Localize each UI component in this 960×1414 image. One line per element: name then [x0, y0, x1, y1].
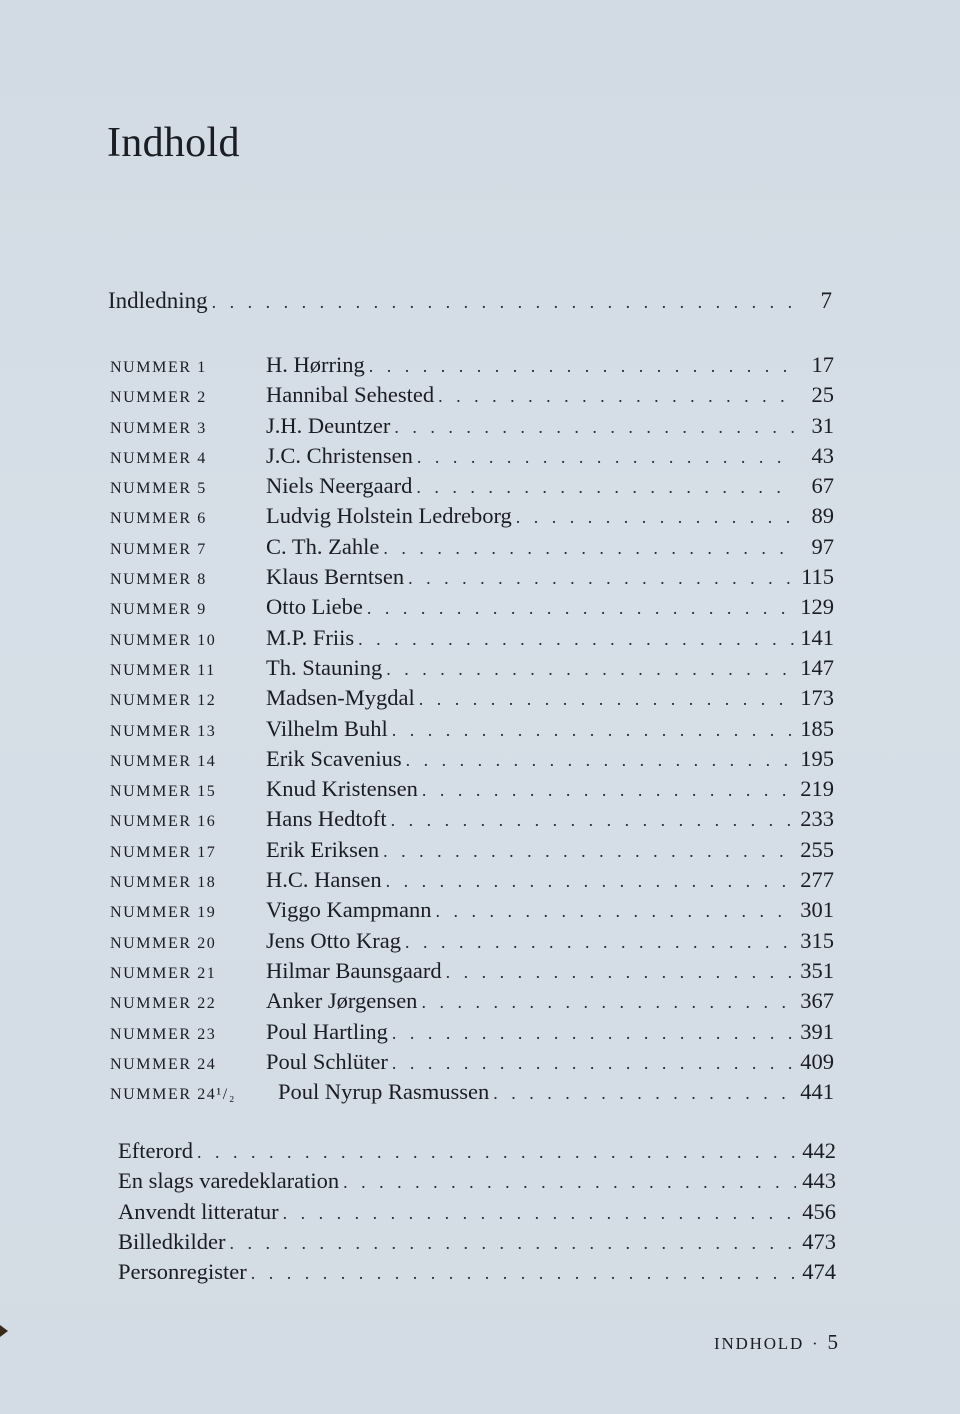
toc-row	[110, 352, 834, 382]
back-matter-label: Anvendt litteratur	[118, 1198, 279, 1224]
toc-row	[110, 534, 834, 564]
back-matter-label: Billedkilder	[118, 1228, 226, 1254]
back-matter-page-number: 473	[802, 1228, 836, 1254]
entry-name: Poul Nyrup Rasmussen	[278, 1079, 490, 1105]
toc-row	[110, 837, 834, 867]
entry-page-number: 367	[800, 988, 834, 1014]
dot-leader	[229, 1233, 796, 1254]
entry-name: Viggo Kampmann	[266, 897, 432, 923]
entry-name: Erik Scavenius	[266, 745, 402, 771]
toc-row	[110, 625, 834, 655]
dot-leader	[436, 901, 795, 922]
toc-row	[110, 958, 834, 988]
entry-number: NUMMER 5	[110, 480, 207, 498]
entry-number: NUMMER 24¹/₂	[110, 1086, 237, 1104]
toc-row	[110, 716, 834, 746]
entry-number: NUMMER 7	[110, 540, 207, 558]
toc-row	[110, 443, 834, 473]
dot-leader	[446, 962, 794, 983]
entry-name: C. Th. Zahle	[266, 533, 380, 559]
toc-row	[110, 867, 834, 897]
entry-page-number: 129	[800, 594, 834, 620]
entry-number: NUMMER 8	[110, 571, 207, 589]
dot-leader	[369, 356, 794, 377]
back-matter-label: En slags varedeklaration	[118, 1168, 340, 1194]
toc-row	[110, 564, 834, 594]
entry-page-number: 67	[811, 473, 834, 499]
entry-name: Poul Hartling	[266, 1018, 388, 1044]
dot-leader	[408, 568, 794, 589]
entry-name: Madsen-Mygdal	[266, 685, 415, 711]
entry-name: H.C. Hansen	[266, 867, 382, 893]
toc-row	[110, 806, 834, 836]
toc-row	[110, 685, 834, 715]
entry-page-number: 301	[800, 897, 834, 923]
dot-leader	[383, 841, 794, 862]
entry-number: NUMMER 2	[110, 389, 207, 407]
entry-number: NUMMER 11	[110, 661, 216, 679]
page-edge-mark	[0, 1325, 8, 1337]
entry-name: Erik Eriksen	[266, 836, 380, 862]
running-footer	[714, 1330, 838, 1355]
entry-page-number: 147	[800, 654, 834, 680]
entry-number: NUMMER 9	[110, 601, 207, 619]
entry-name: Hans Hedtoft	[266, 806, 387, 832]
dot-leader	[197, 1142, 796, 1163]
dot-leader	[383, 538, 794, 559]
entry-name: Vilhelm Buhl	[266, 715, 388, 741]
back-matter-row	[118, 1199, 836, 1229]
dot-leader	[392, 1053, 794, 1074]
back-matter-entries	[118, 1138, 836, 1289]
toc-row	[110, 1019, 834, 1049]
toc-row	[110, 988, 834, 1018]
entry-page-number: 17	[811, 352, 834, 377]
entry-number: NUMMER 4	[110, 449, 207, 467]
back-matter-page-number: 474	[802, 1259, 836, 1285]
toc-intro-row	[108, 288, 832, 314]
entry-number: NUMMER 21	[110, 964, 217, 982]
entry-page-number: 277	[800, 867, 834, 893]
entry-name: H. Hørring	[266, 352, 365, 377]
dot-leader	[251, 1263, 796, 1284]
back-matter-label: Efterord	[118, 1138, 193, 1163]
dot-leader	[421, 992, 794, 1013]
entry-name: Klaus Berntsen	[266, 564, 405, 590]
entry-number: NUMMER 16	[110, 813, 217, 831]
dot-leader	[391, 810, 794, 831]
entry-page-number: 441	[800, 1079, 834, 1105]
dot-leader	[394, 417, 794, 438]
entry-number: NUMMER 13	[110, 722, 217, 740]
dot-leader	[438, 386, 794, 407]
entry-page-number: 25	[811, 382, 834, 408]
entry-name: Niels Neergaard	[266, 473, 413, 499]
back-matter-row	[118, 1229, 836, 1259]
footer-page-number: 5	[827, 1330, 838, 1354]
toc-row	[110, 655, 834, 685]
toc-row	[110, 473, 834, 503]
dot-leader	[367, 598, 794, 619]
dot-leader	[392, 1023, 794, 1044]
entry-page-number: 185	[800, 715, 834, 741]
toc-row	[110, 413, 834, 443]
footer-separator: ·	[812, 1334, 820, 1353]
entry-page-number: 233	[800, 806, 834, 832]
entry-name: Hannibal Sehested	[266, 382, 435, 408]
toc-row	[110, 776, 834, 806]
toc-row	[110, 897, 834, 927]
entry-number: NUMMER 3	[110, 419, 207, 437]
dot-leader	[422, 780, 794, 801]
toc-row	[110, 928, 834, 958]
dot-leader	[386, 659, 794, 680]
toc-entries	[110, 352, 834, 1109]
entry-page-number: 255	[800, 836, 834, 862]
back-matter-row	[118, 1259, 836, 1289]
entry-name: Jens Otto Krag	[266, 927, 401, 953]
back-matter-page-number: 456	[802, 1198, 836, 1224]
entry-number: NUMMER 22	[110, 995, 217, 1013]
entry-page-number: 31	[811, 412, 834, 438]
entry-number: NUMMER 18	[110, 874, 217, 892]
dot-leader	[283, 1203, 796, 1224]
entry-page-number: 173	[800, 685, 834, 711]
entry-page-number: 195	[800, 745, 834, 771]
dot-leader	[343, 1172, 796, 1193]
dot-leader	[416, 477, 794, 498]
page-title: Indhold	[107, 120, 240, 166]
dot-leader	[405, 932, 794, 953]
back-matter-row	[118, 1138, 836, 1168]
dot-leader	[406, 750, 794, 771]
footer-section-label: INDHOLD	[714, 1334, 805, 1353]
toc-row	[110, 503, 834, 533]
entry-number: NUMMER 6	[110, 510, 207, 528]
entry-page-number: 391	[800, 1018, 834, 1044]
entry-page-number: 43	[811, 442, 834, 468]
entry-name: Anker Jørgensen	[266, 988, 418, 1014]
entry-name: M.P. Friis	[266, 624, 355, 650]
dot-leader	[417, 447, 794, 468]
dot-leader	[493, 1083, 794, 1104]
entry-number: NUMMER 20	[110, 934, 217, 952]
entry-page-number: 89	[811, 503, 834, 529]
toc-row	[110, 1079, 834, 1109]
entry-number: NUMMER 23	[110, 1025, 217, 1043]
back-matter-label: Personregister	[118, 1259, 247, 1285]
entry-number: NUMMER 17	[110, 843, 217, 861]
entry-name: Knud Kristensen	[266, 776, 418, 802]
entry-number: NUMMER 14	[110, 752, 217, 770]
entry-name: Poul Schlüter	[266, 1048, 388, 1074]
toc-row	[110, 382, 834, 412]
toc-row	[110, 594, 834, 624]
entry-number: NUMMER 24	[110, 1055, 217, 1073]
intro-label: Indledning	[108, 288, 208, 313]
entry-page-number: 115	[801, 564, 834, 590]
entry-name: J.H. Deuntzer	[266, 412, 391, 438]
entry-page-number: 351	[800, 957, 834, 983]
entry-name: Hilmar Baunsgaard	[266, 957, 442, 983]
entry-name: J.C. Christensen	[266, 442, 413, 468]
toc-row	[110, 1049, 834, 1079]
entry-name: Otto Liebe	[266, 594, 363, 620]
entry-number: NUMMER 1	[110, 359, 207, 376]
entry-page-number: 409	[800, 1048, 834, 1074]
entry-page-number: 97	[811, 533, 834, 559]
entry-page-number: 141	[800, 624, 834, 650]
dot-leader	[386, 871, 794, 892]
dot-leader	[212, 292, 792, 313]
toc-row	[110, 746, 834, 776]
dot-leader	[516, 507, 794, 528]
dot-leader	[392, 720, 794, 741]
entry-number: NUMMER 19	[110, 904, 217, 922]
dot-leader	[358, 629, 794, 650]
entry-number: NUMMER 10	[110, 631, 217, 649]
intro-page-number: 7	[820, 288, 832, 313]
entry-page-number: 315	[800, 927, 834, 953]
entry-page-number: 219	[800, 776, 834, 802]
entry-number: NUMMER 12	[110, 692, 217, 710]
entry-name: Th. Stauning	[266, 654, 383, 680]
back-matter-page-number: 443	[802, 1168, 836, 1194]
back-matter-page-number: 442	[802, 1138, 836, 1163]
entry-number: NUMMER 15	[110, 783, 217, 801]
back-matter-row	[118, 1168, 836, 1198]
entry-name: Ludvig Holstein Ledreborg	[266, 503, 512, 529]
dot-leader	[419, 689, 794, 710]
